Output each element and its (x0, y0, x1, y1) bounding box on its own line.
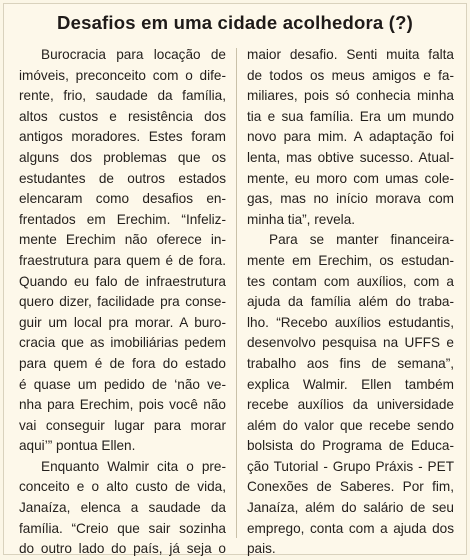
column-divider (236, 48, 237, 538)
article-title: Desafios em uma cidade acolhedora (?) (57, 12, 413, 33)
article-text-line: recebe auxílios da universidade (247, 397, 454, 413)
article-text-line: gas, mas no início morava com (247, 191, 454, 207)
article-text-line: Para se manter financeira- (269, 232, 454, 248)
article-text-line: Burocracia para locação de (41, 47, 226, 62)
article-text-line: imóveis, preconceito com o dife- (19, 67, 226, 83)
article-text-line: tia e sua família. Era um mundo (247, 108, 454, 124)
article-text-line: lenta, mas obtive sucesso. Atual- (247, 149, 454, 165)
article-text-line: Quando eu falo de infraestrutura (19, 273, 226, 289)
article-text-line: guir um local pra morar. A buro- (19, 314, 226, 330)
article-text-line: do outro lado do país, já seja o (19, 541, 226, 557)
article-text-line: elencaram como desafios en- (19, 191, 226, 207)
article-column-left (19, 45, 226, 560)
article-text-line: fraestrutura para quem é de fora. (19, 252, 226, 268)
article-text-line: estudantes de outros estados (19, 170, 226, 186)
article-text-line: maior desafio. Senti muita falta (247, 47, 454, 62)
article-text-line: vai conseguir lugar para morar (19, 417, 226, 433)
article-text-line: lho. “Recebo auxílios estudantis, (247, 314, 454, 330)
article-text-line: emprego, conta com a ajuda dos (247, 520, 454, 536)
article-text-line: quero dizer, facilidade pra conse- (19, 294, 226, 310)
article-text-line: de todos os meus amigos e fa- (247, 67, 454, 83)
article-text-line: explica Walmir. Ellen também (247, 376, 454, 392)
article-text-line: Conexões de Saberes. Por fim, (247, 479, 454, 495)
article-text-line: Janaíza, elenca a saudade da (19, 500, 226, 516)
article-text-line: bolsista do Programa de Educa- (247, 438, 454, 454)
article-text-line: antigos moradores. Estes foram (19, 129, 226, 145)
article-text-line: novo para mim. A adaptação foi (247, 129, 454, 145)
article-text-line: desenvolvo pesquisa na UFFS e (247, 335, 454, 351)
article-text-line: família. “Creio que sair sozinha (19, 520, 226, 536)
article-text-line: tes contam com auxílios, com a (247, 273, 454, 289)
article-text-line: rente, frio, saudade da família, (19, 88, 226, 104)
article-text-line: minha tia”, revela. (247, 211, 356, 227)
article-text-line: nha para Erechim, pois você não (19, 397, 226, 413)
article-text-line: altos custos e resistência dos (19, 108, 226, 124)
article-text-line: alguns dos problemas que os (19, 149, 226, 165)
article-text-line: conceito e o alto custo de vida, (19, 479, 226, 495)
article-text-line: além do valor que recebe sendo (247, 417, 454, 433)
article-text-line: Enquanto Walmir cita o pre- (41, 458, 226, 474)
article-column-right (247, 45, 454, 560)
article-text-line: aqui’” pontua Ellen. (19, 438, 136, 454)
article-text-line: mente Erechim não oferece in- (19, 232, 226, 248)
article-text-line: mente, eu moro com umas cole- (247, 170, 454, 186)
article-text-line: ajuda da família além do traba- (247, 294, 454, 310)
article-text-line: é quase um pedido de ‘não ve- (19, 376, 226, 392)
article-text-line: mente em Erechim, os estudan- (247, 252, 454, 268)
article-text-line: trabalho aos fins de semana”, (247, 355, 454, 371)
article-text-line: pais. (247, 541, 276, 557)
article-text-line: Janaíza, além do salário de seu (247, 500, 454, 516)
article-text-line: frentados em Erechim. “Infeliz- (19, 211, 226, 227)
article-text-line: ção Tutorial - Grupo Práxis - PET (247, 458, 454, 474)
article-text-line: miliares, pois só conhecia minha (247, 88, 454, 104)
article-text-line: cracia que as imobiliárias pedem (19, 335, 226, 351)
article-text-line: para quem é de fora do estado (19, 355, 226, 371)
